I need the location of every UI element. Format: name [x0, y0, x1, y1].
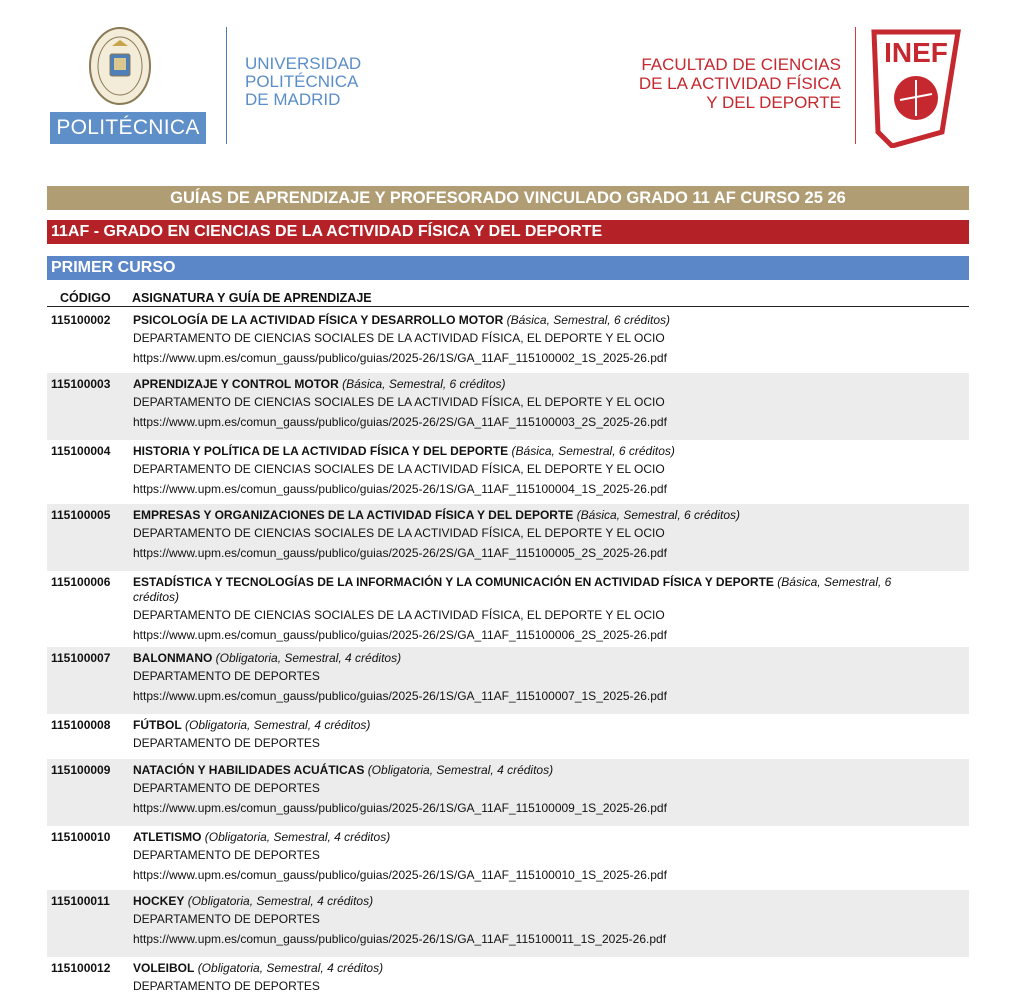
department-name: DEPARTAMENTO DE CIENCIAS SOCIALES DE LA ACTIVIDAD FÍSICA, EL DEPORTE Y EL OCIO [133, 462, 665, 476]
subject-details [133, 761, 933, 818]
guide-link[interactable]: https://www.upm.es/comun_gauss/publico/guias/2025-26/2S/GA_11AF_115100005_2S_2025-26.pdf [133, 545, 667, 560]
subject-title-line [133, 375, 933, 393]
subject-details [133, 649, 933, 706]
degree-band: 11AF - GRADO EN CIENCIAS DE LA ACTIVIDAD FÍSICA Y DEL DEPORTE [47, 220, 969, 244]
upm-name-line: DE MADRID [245, 90, 341, 109]
document-title-band: GUÍAS DE APRENDIZAJE Y PROFESORADO VINCULADO GRADO 11 AF CURSO 25 26 [47, 186, 969, 210]
subject-name: APRENDIZAJE Y CONTROL MOTOR [133, 377, 339, 391]
subject-details [133, 828, 933, 885]
subject-details [133, 442, 933, 499]
faculty-name-line: DE LA ACTIVIDAD FÍSICA [638, 74, 841, 93]
subject-row [47, 373, 969, 440]
upm-name-line: UNIVERSIDAD [245, 54, 362, 73]
subject-title-line [133, 573, 933, 606]
subject-name: ESTADÍSTICA Y TECNOLOGÍAS DE LA INFORMACIÓN Y LA COMUNICACIÓN EN ACTIVIDAD FÍSICA Y DEPORTE [133, 575, 774, 589]
subject-code: 115100008 [51, 718, 111, 732]
subject-details [133, 375, 933, 432]
subject-title-line [133, 761, 933, 779]
subject-row [47, 571, 969, 647]
subject-name: ATLETISMO [133, 830, 202, 844]
guide-link[interactable]: https://www.upm.es/comun_gauss/publico/guias/2025-26/1S/GA_11AF_115100011_1S_2025-26.pdf [133, 931, 667, 946]
subject-row [47, 309, 969, 373]
subject-row [47, 714, 969, 759]
department-name: DEPARTAMENTO DE DEPORTES [133, 848, 320, 862]
subject-details [133, 573, 933, 645]
document-header [0, 0, 1024, 160]
department-name: DEPARTAMENTO DE DEPORTES [133, 979, 320, 993]
subject-row [47, 647, 969, 714]
subject-code: 115100011 [51, 894, 110, 908]
subject-name: HISTORIA Y POLÍTICA DE LA ACTIVIDAD FÍSICA Y DEL DEPORTE [133, 444, 509, 458]
subject-code: 115100006 [51, 575, 111, 589]
subject-details [133, 959, 933, 997]
subject-title-line [133, 649, 933, 667]
upm-seal-icon [88, 26, 152, 106]
subject-title-line [133, 828, 933, 846]
guide-link[interactable]: https://www.upm.es/comun_gauss/publico/guias/2025-26/1S/GA_11AF_115100002_1S_2025-26.pdf [133, 350, 667, 365]
faculty-name [639, 55, 841, 112]
subject-code: 115100002 [51, 313, 111, 327]
guide-link[interactable]: https://www.upm.es/comun_gauss/publico/guias/2025-26/1S/GA_11AF_115100007_1S_2025-26.pdf [133, 688, 667, 703]
faculty-divider [855, 27, 856, 144]
department-name: DEPARTAMENTO DE CIENCIAS SOCIALES DE LA ACTIVIDAD FÍSICA, EL DEPORTE Y EL OCIO [133, 608, 665, 622]
guide-link[interactable]: https://www.upm.es/comun_gauss/publico/guias/2025-26/1S/GA_11AF_115100004_1S_2025-26.pdf [133, 481, 667, 496]
subject-code: 115100012 [51, 961, 111, 975]
subject-name: EMPRESAS Y ORGANIZACIONES DE LA ACTIVIDAD FÍSICA Y DEL DEPORTE [133, 508, 574, 522]
subject-name: VOLEIBOL [133, 961, 195, 975]
subject-name: NATACIÓN Y HABILIDADES ACUÁTICAS [133, 763, 365, 777]
subject-code: 115100003 [51, 377, 111, 391]
subject-meta: (Básica, Semestral, 6 créditos) [576, 508, 741, 522]
subject-row [47, 504, 969, 571]
department-name: DEPARTAMENTO DE DEPORTES [133, 736, 320, 750]
subject-title-line [133, 716, 933, 734]
upm-name-line: POLITÉCNICA [245, 72, 359, 91]
subject-title-line [133, 959, 933, 977]
subject-code: 115100004 [51, 444, 111, 458]
subject-details [133, 311, 933, 368]
subject-title-line [133, 892, 933, 910]
faculty-name-line: FACULTAD DE CIENCIAS [641, 55, 841, 74]
subject-code: 115100007 [51, 651, 111, 665]
upm-badge: POLITÉCNICA [50, 112, 206, 144]
department-name: DEPARTAMENTO DE DEPORTES [133, 669, 320, 683]
subject-meta: (Obligatoria, Semestral, 4 créditos) [215, 651, 402, 665]
column-header [47, 290, 969, 307]
guide-link[interactable]: https://www.upm.es/comun_gauss/publico/guias/2025-26/1S/GA_11AF_115100010_1S_2025-26.pdf [133, 867, 667, 882]
subject-title-line [133, 442, 933, 460]
upm-divider [226, 27, 227, 144]
department-name: DEPARTAMENTO DE DEPORTES [133, 912, 320, 926]
subject-meta: (Básica, Semestral, 6 créditos) [506, 313, 670, 327]
guide-link[interactable]: https://www.upm.es/comun_gauss/publico/guias/2025-26/2S/GA_11AF_115100006_2S_2025-26.pdf [133, 627, 667, 642]
subject-meta: (Obligatoria, Semestral, 4 créditos) [187, 894, 374, 908]
subject-row [47, 957, 969, 997]
upm-name [245, 55, 361, 109]
subject-code: 115100005 [51, 508, 111, 522]
subject-column-header: ASIGNATURA Y GUÍA DE APRENDIZAJE [132, 291, 372, 305]
code-column-header: CÓDIGO [60, 291, 111, 305]
subject-row [47, 440, 969, 504]
subject-title-line [133, 311, 933, 329]
subject-title-line [133, 506, 933, 524]
subject-details [133, 716, 933, 754]
subject-details [133, 892, 933, 949]
subject-row [47, 826, 969, 890]
subject-name: PSICOLOGÍA DE LA ACTIVIDAD FÍSICA Y DESARROLLO MOTOR [133, 313, 504, 327]
course-band: PRIMER CURSO [47, 256, 969, 280]
department-name: DEPARTAMENTO DE CIENCIAS SOCIALES DE LA ACTIVIDAD FÍSICA, EL DEPORTE Y EL OCIO [133, 331, 665, 345]
department-name: DEPARTAMENTO DE DEPORTES [133, 781, 320, 795]
subject-meta: (Básica, Semestral, 6 créditos) [133, 575, 892, 604]
subject-row [47, 890, 969, 957]
subject-meta: (Obligatoria, Semestral, 4 créditos) [204, 830, 391, 844]
guide-link[interactable]: https://www.upm.es/comun_gauss/publico/guias/2025-26/2S/GA_11AF_115100003_2S_2025-26.pdf [133, 414, 667, 429]
department-name: DEPARTAMENTO DE CIENCIAS SOCIALES DE LA ACTIVIDAD FÍSICA, EL DEPORTE Y EL OCIO [133, 395, 665, 409]
inef-logo-icon [870, 28, 962, 148]
subject-name: BALONMANO [133, 651, 213, 665]
subject-meta: (Básica, Semestral, 6 créditos) [342, 377, 506, 391]
subject-code: 115100010 [51, 830, 111, 844]
faculty-name-line: Y DEL DEPORTE [706, 93, 841, 112]
guide-link[interactable]: https://www.upm.es/comun_gauss/publico/guias/2025-26/1S/GA_11AF_115100009_1S_2025-26.pdf [133, 800, 667, 815]
subject-meta: (Obligatoria, Semestral, 4 créditos) [185, 718, 371, 732]
subject-meta: (Obligatoria, Semestral, 4 créditos) [367, 763, 554, 777]
subject-meta: (Obligatoria, Semestral, 4 créditos) [197, 961, 384, 975]
subject-meta: (Básica, Semestral, 6 créditos) [511, 444, 675, 458]
subject-details [133, 506, 933, 563]
subject-list [47, 309, 969, 997]
department-name: DEPARTAMENTO DE CIENCIAS SOCIALES DE LA ACTIVIDAD FÍSICA, EL DEPORTE Y EL OCIO [133, 526, 665, 540]
subject-name: HOCKEY [133, 894, 185, 908]
subject-row [47, 759, 969, 826]
svg-text:INEF: INEF [884, 37, 948, 68]
subject-code: 115100009 [51, 763, 111, 777]
subject-name: FÚTBOL [133, 718, 182, 732]
